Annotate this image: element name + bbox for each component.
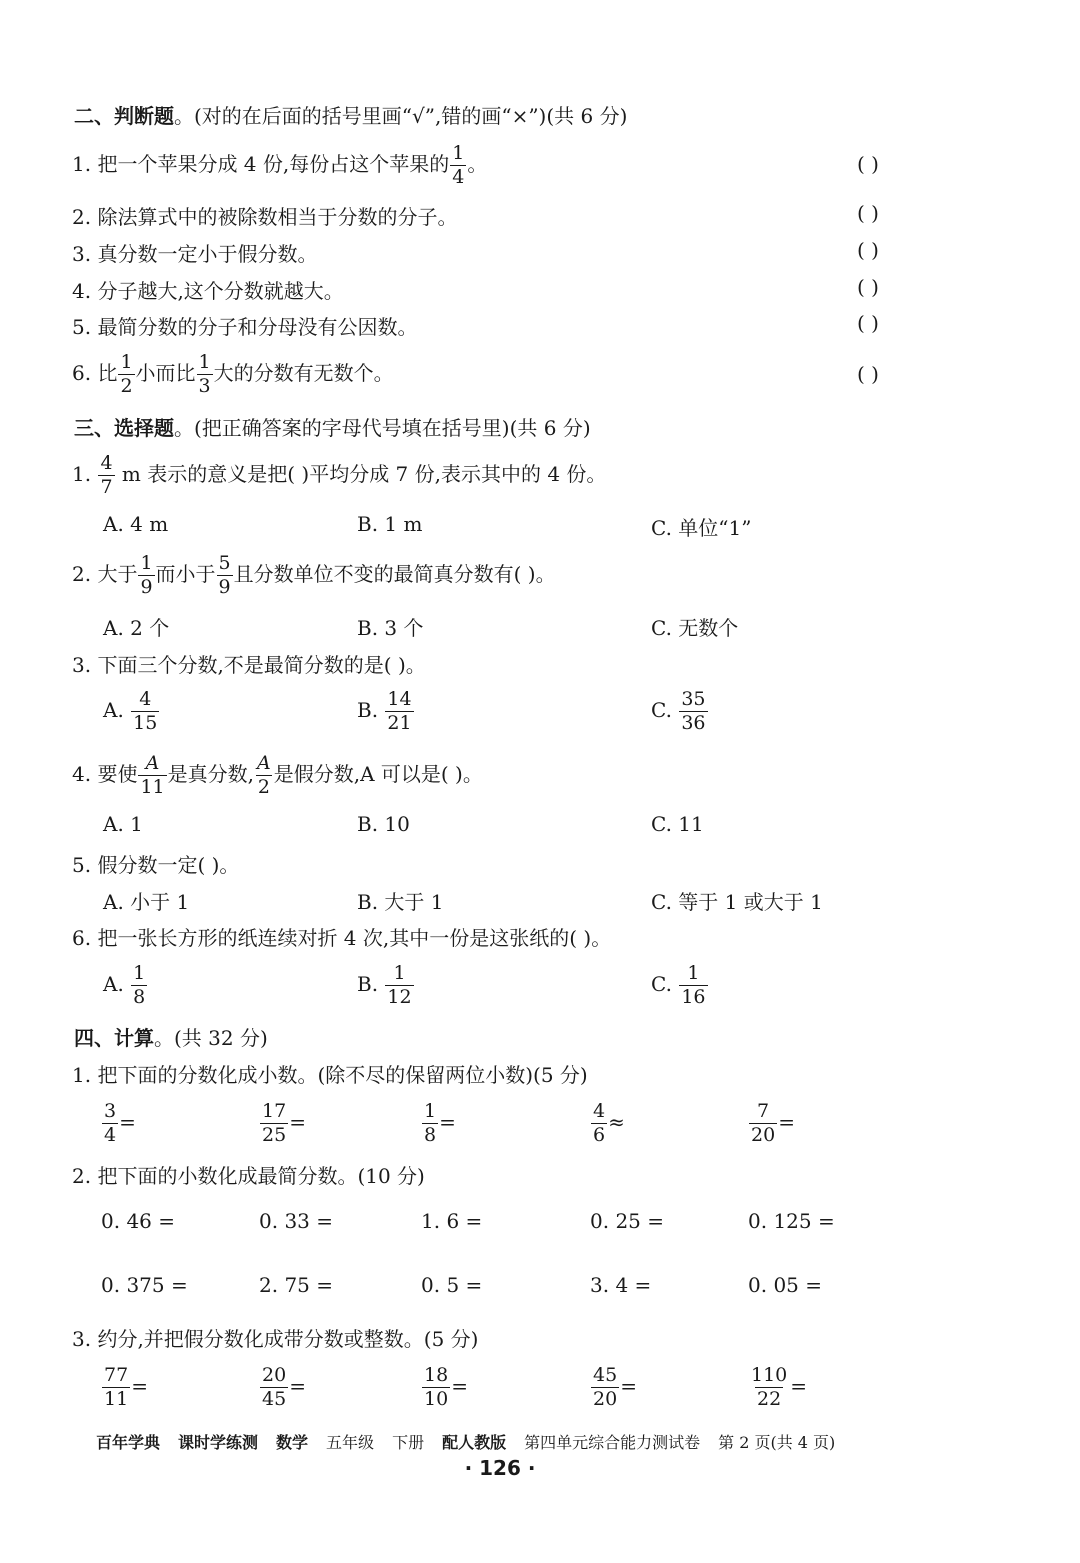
calc-q3-item: $\frac{20}{45}$ = [262, 1364, 306, 1410]
calc-q3-item: $\frac{77}{11}$ = [104, 1364, 148, 1410]
calc-q2-item: 0. 25 = [590, 1209, 665, 1233]
choice-q2-option-a: A. 2 个 [103, 616, 170, 640]
calc-q2-item: 0. 375 = [101, 1273, 188, 1297]
calc-q3-item: $\frac{110}{22}$ = [751, 1364, 808, 1410]
choice-q3-option-c: C. $\frac{35}{36}$ [651, 688, 706, 734]
answer-paren: ( ) [857, 275, 879, 299]
footer-volume: 下册 [392, 1433, 425, 1452]
calc-q2-item: 0. 33 = [259, 1209, 334, 1233]
answer-paren: ( ) [857, 152, 879, 176]
choice-q6-option-b: B. $\frac{1}{12}$ [357, 962, 412, 1008]
calc-q2-item: 1. 6 = [421, 1209, 483, 1233]
judge-q1: 1. 把一个苹果分成 4 份,每份占这个苹果的 $\frac{1}{4}$ 。 [72, 142, 488, 188]
choice-q3-option-a: A. $\frac{4}{15}$ [103, 688, 158, 734]
choice-q1: 1. $\frac{4}{7}$ m 表示的意义是把( )平均分成 7 份,表示其中的 4 份。 [72, 452, 607, 498]
calc-q2-item: 0. 05 = [748, 1273, 823, 1297]
footer-edition: 配人教版 [442, 1433, 507, 1452]
page-footer [96, 1430, 853, 1453]
page-number: · 126 · [464, 1456, 536, 1480]
calc-q3-item: $\frac{18}{10}$ = [424, 1364, 468, 1410]
choice-q6-option-c: C. $\frac{1}{16}$ [651, 962, 706, 1008]
calc-q2-item: 2. 75 = [259, 1273, 334, 1297]
judge-q4: 4. 分子越大,这个分数就越大。 [72, 279, 344, 303]
choice-q6-option-a: A. $\frac{1}{8}$ [103, 962, 146, 1008]
calc-q2-item: 0. 125 = [748, 1209, 835, 1233]
judge-q2: 2. 除法算式中的被除数相当于分数的分子。 [72, 205, 458, 229]
section-choice-title: 三、选择题。(把正确答案的字母代号填在括号里)(共 6 分) [74, 416, 591, 440]
answer-paren: ( ) [857, 201, 879, 225]
judge-q3: 3. 真分数一定小于假分数。 [72, 242, 318, 266]
calc-q1-item: $\frac{3}{4}$ = [104, 1100, 136, 1146]
choice-q3-option-b: B. $\frac{14}{21}$ [357, 688, 412, 734]
calc-q3: 3. 约分,并把假分数化成带分数或整数。(5 分) [72, 1327, 479, 1351]
calc-q1-item: $\frac{17}{25}$ = [262, 1100, 306, 1146]
choice-q5-option-c: C. 等于 1 或大于 1 [651, 890, 823, 914]
footer-brand: 百年学典 [96, 1433, 161, 1452]
choice-q4-option-a: A. 1 [103, 812, 143, 836]
section-calc-title: 四、计算。(共 32 分) [74, 1026, 268, 1050]
choice-q4-option-b: B. 10 [357, 812, 410, 836]
calc-q2: 2. 把下面的小数化成最简分数。(10 分) [72, 1164, 425, 1188]
choice-q1-option-b: B. 1 m [357, 512, 423, 536]
choice-q3: 3. 下面三个分数,不是最简分数的是( )。 [72, 653, 426, 677]
calc-q3-item: $\frac{45}{20}$ = [593, 1364, 637, 1410]
choice-q2-option-c: C. 无数个 [651, 616, 739, 640]
choice-q5: 5. 假分数一定( )。 [72, 853, 240, 877]
calc-q1-item: $\frac{4}{6}$ ≈ [593, 1100, 625, 1146]
choice-q2-option-b: B. 3 个 [357, 616, 424, 640]
choice-q1-option-c: C. 单位“1” [651, 516, 752, 540]
footer-subject: 数学 [276, 1433, 309, 1452]
judge-q6: 6. 比 $\frac{1}{2}$ 小而比 $\frac{1}{3}$ 大的分数有无数个。 [72, 351, 394, 397]
choice-q6: 6. 把一张长方形的纸连续对折 4 次,其中一份是这张纸的( )。 [72, 926, 612, 950]
footer-series: 课时学练测 [178, 1433, 259, 1452]
judge-q5: 5. 最简分数的分子和分母没有公因数。 [72, 315, 418, 339]
section-judge-title: 二、判断题。(对的在后面的括号里画“√”,错的画“×”)(共 6 分) [74, 104, 628, 128]
answer-paren: ( ) [857, 362, 879, 386]
calc-q1: 1. 把下面的分数化成小数。(除不尽的保留两位小数)(5 分) [72, 1063, 588, 1087]
calc-q1-item: $\frac{7}{20}$ = [751, 1100, 795, 1146]
choice-q5-option-b: B. 大于 1 [357, 890, 444, 914]
answer-paren: ( ) [857, 311, 879, 335]
choice-q2: 2. 大于 $\frac{1}{9}$ 而小于 $\frac{5}{9}$ 且分数单位不变的最简真分数有( )。 [72, 552, 556, 598]
choice-q5-option-a: A. 小于 1 [103, 890, 190, 914]
calc-q2-item: 3. 4 = [590, 1273, 652, 1297]
choice-q1-option-a: A. 4 m [103, 512, 169, 536]
calc-q2-item: 0. 46 = [101, 1209, 176, 1233]
footer-grade: 五年级 [326, 1433, 375, 1452]
choice-q4-option-c: C. 11 [651, 812, 704, 836]
footer-page: 第 2 页(共 4 页) [718, 1433, 836, 1452]
answer-paren: ( ) [857, 238, 879, 262]
footer-paper: 第四单元综合能力测试卷 [524, 1433, 701, 1452]
calc-q2-item: 0. 5 = [421, 1273, 483, 1297]
calc-q1-item: $\frac{1}{8}$ = [424, 1100, 456, 1146]
choice-q4: 4. 要使 $\frac{A}{11}$ 是真分数, $\frac{A}{2}$ 是假分数,A 可以是( )。 [72, 752, 483, 798]
